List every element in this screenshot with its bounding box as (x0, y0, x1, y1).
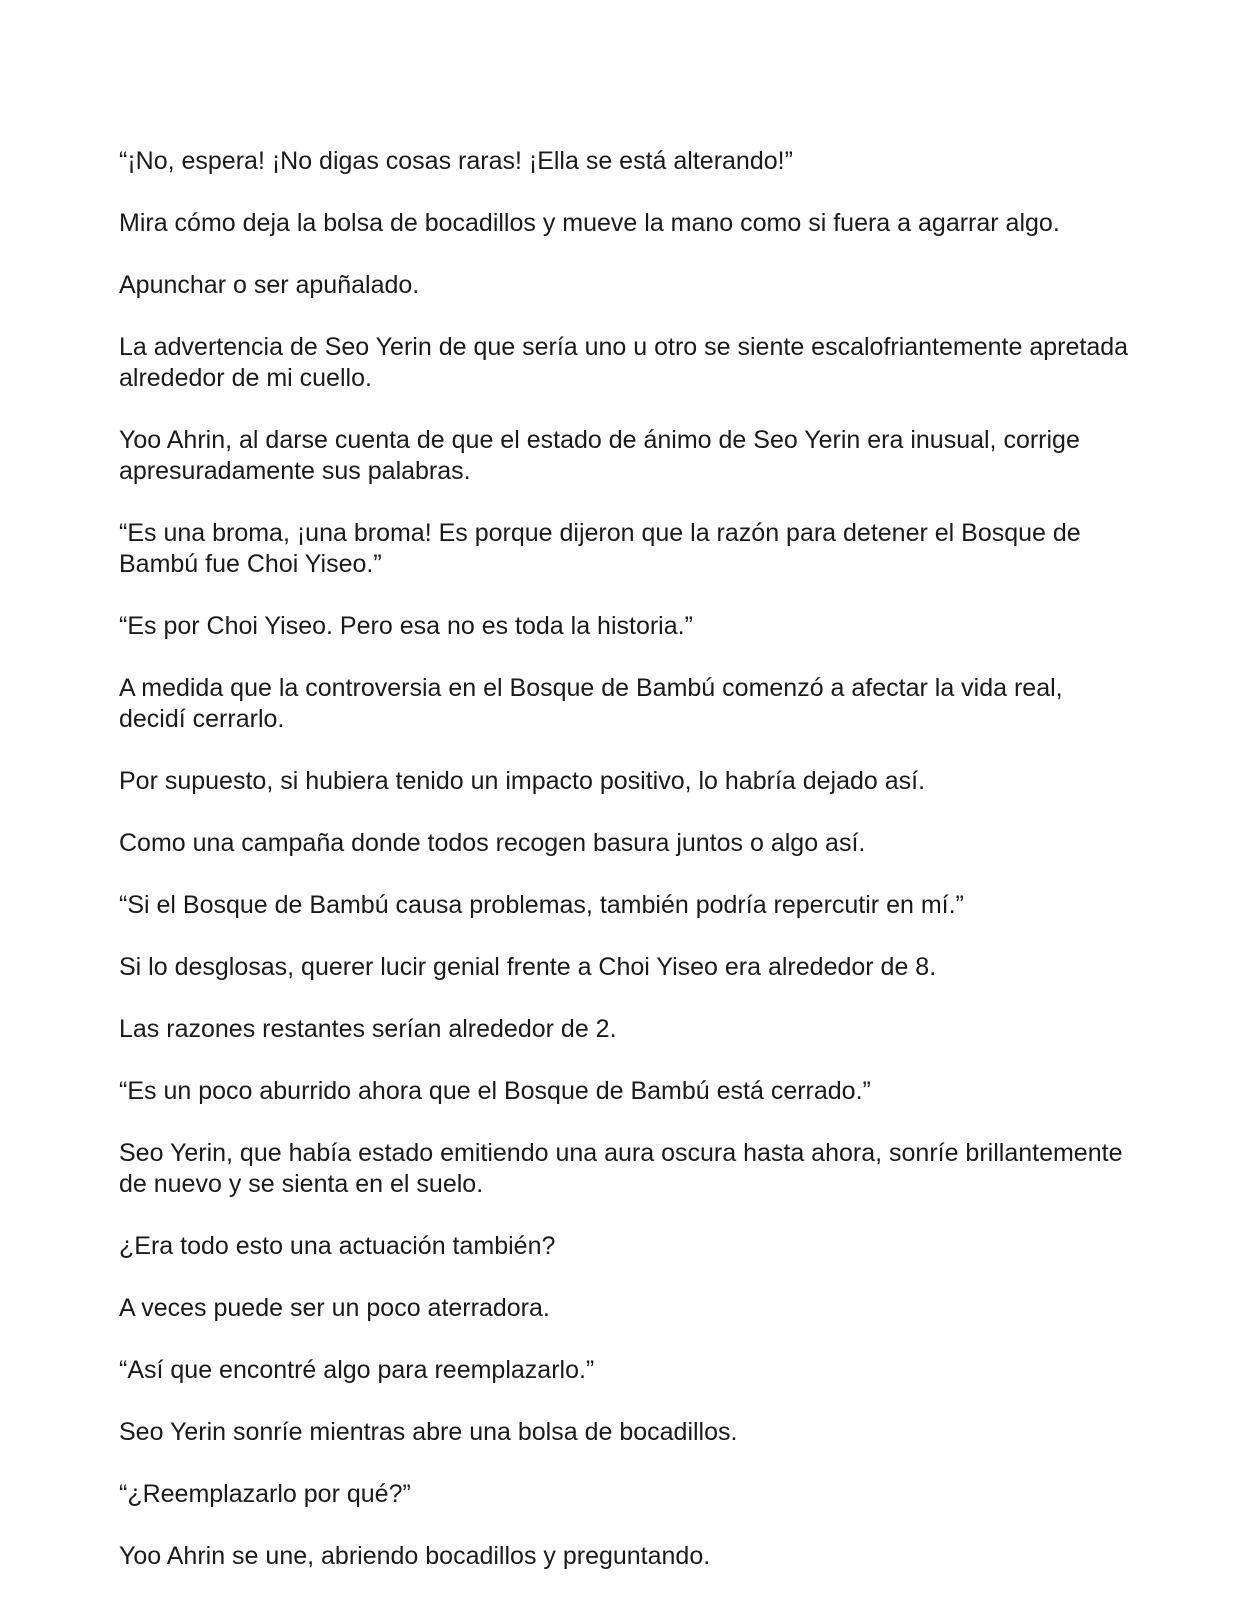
paragraph: Si lo desglosas, querer lucir genial frente a Choi Yiseo era alrededor de 8. (119, 953, 937, 981)
paragraph: “¡No, espera! ¡No digas cosas raras! ¡Ella se está alterando!” (119, 147, 793, 175)
paragraph: “¿Reemplazarlo por qué?” (119, 1480, 411, 1508)
paragraph: ¿Era todo esto una actuación también? (119, 1232, 556, 1260)
paragraph: “Así que encontré algo para reemplazarlo.” (119, 1356, 595, 1384)
paragraph: Yoo Ahrin, al darse cuenta de que el estado de ánimo de Seo Yerin era inusual, corrige apresuradamente sus palabras. (119, 426, 1080, 485)
paragraph: La advertencia de Seo Yerin de que sería uno u otro se siente escalofriantemente apretada alrededor de mi cuello. (119, 333, 1129, 392)
paragraph: “Es un poco aburrido ahora que el Bosque de Bambú está cerrado.” (119, 1077, 871, 1105)
paragraph: Como una campaña donde todos recogen basura juntos o algo así. (119, 829, 866, 857)
paragraph: Yoo Ahrin se une, abriendo bocadillos y preguntando. (119, 1542, 711, 1570)
body-text (119, 146, 1129, 1603)
paragraph: A veces puede ser un poco aterradora. (119, 1294, 550, 1322)
paragraph: Por supuesto, si hubiera tenido un impacto positivo, lo habría dejado así. (119, 767, 926, 795)
paragraph: Apunchar o ser apuñalado. (119, 271, 420, 299)
paragraph: A medida que la controversia en el Bosque de Bambú comenzó a afectar la vida real, decidí cerrarlo. (119, 674, 1063, 733)
paragraph: Seo Yerin, que había estado emitiendo una aura oscura hasta ahora, sonríe brillantemente de nuevo y se sienta en el suelo. (119, 1139, 1123, 1198)
paragraph: “Es una broma, ¡una broma! Es porque dijeron que la razón para detener el Bosque de Bambú fue Choi Yiseo.” (119, 519, 1081, 578)
paragraph: Mira cómo deja la bolsa de bocadillos y mueve la mano como si fuera a agarrar algo. (119, 209, 1060, 237)
paragraph: “Si el Bosque de Bambú causa problemas, también podría repercutir en mí.” (119, 891, 964, 919)
paragraph: Seo Yerin sonríe mientras abre una bolsa de bocadillos. (119, 1418, 738, 1446)
paragraph: Las razones restantes serían alrededor de 2. (119, 1015, 617, 1043)
paragraph: “Es por Choi Yiseo. Pero esa no es toda la historia.” (119, 612, 693, 640)
